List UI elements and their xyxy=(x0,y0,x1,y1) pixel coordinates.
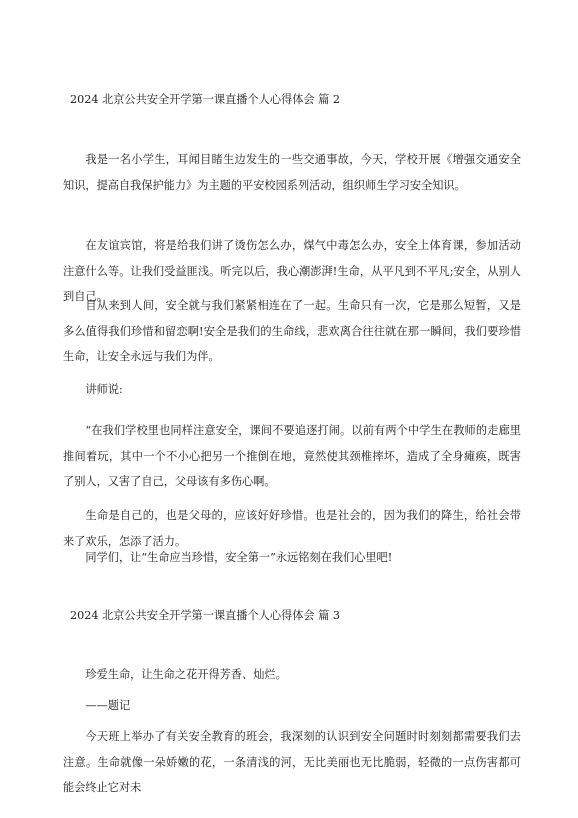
section-3-paragraph-3: 今天班上举办了有关安全教育的班会，我深刻的认识到安全问题时时刻刻都需要我们去注意。生命就像一朵娇嫩的花，一条清浅的河，无比美丽也无比脆弱，轻微的一点伤害都可能会终止它对未 xyxy=(63,730,521,794)
section-2-paragraph-5: “在我们学校里也同样注意安全，课间不要追逐打闹。以前有两个中学生在教师的走廊里推间着玩，其中一个不小心把另一个推倒在地，竟然使其颈椎摔坏，造成了全身瘫痪，既害了别人，又害了自己，父母该有多伤心啊。 xyxy=(63,424,521,488)
section-2-title: 2024 北京公共安全开学第一课直播个人心得体会 篇 2 xyxy=(70,93,341,106)
section-2-paragraph-4: 讲师说: xyxy=(85,383,123,396)
section-3-title: 2024 北京公共安全开学第一课直播个人心得体会 篇 3 xyxy=(70,609,341,622)
section-2-paragraph-3: 自从来到人间，安全就与我们紧紧相连在了一起。生命只有一次，它是那么短暂，又是多么值得我们珍惜和留恋啊!安全是我们的生命线，悲欢离合往往就在那一瞬间，我们要珍惜生命，让安全永远与我们为伴。 xyxy=(63,299,521,363)
section-2-paragraph-2: 在友谊宾馆，将是给我们讲了烫伤怎么办，煤气中毒怎么办，安全上体育课，参加活动注意什么等。让我们受益匪浅。听完以后，我心潮澎湃!生命，从平凡到不平凡;安全，从别人到自己。 xyxy=(63,239,521,303)
section-3-paragraph-2: ——题记 xyxy=(85,699,131,712)
section-2-paragraph-1: 我是一名小学生，耳闻目睹生边发生的一些交通事故，今天，学校开展《增强交通安全知识，提高自我保护能力》为主题的平安校园系列活动，组织师生学习安全知识。 xyxy=(63,153,521,192)
section-2-paragraph-7: 同学们，让“生命应当珍惜，安全第一”永远铭刻在我们心里吧! xyxy=(85,551,393,564)
section-3-paragraph-1: 珍爱生命，让生命之花开得芳香、灿烂。 xyxy=(85,668,287,681)
section-2-paragraph-6: 生命是自己的，也是父母的，应该好好珍惜。也是社会的，因为我们的降生，给社会带来了欢乐，怎添了活力。 xyxy=(63,509,521,548)
